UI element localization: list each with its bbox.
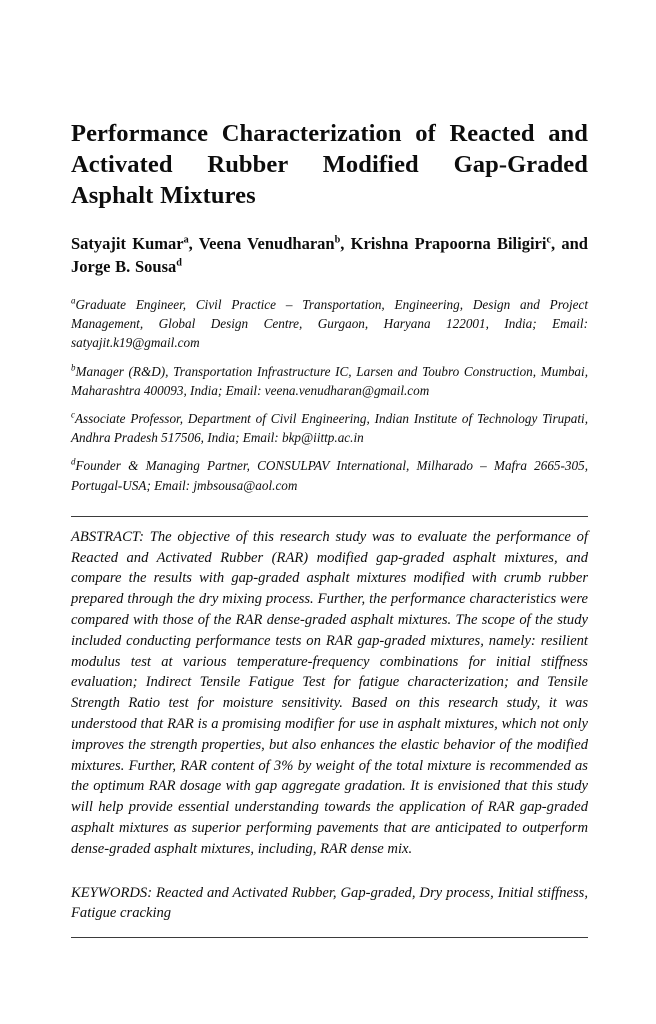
affiliation-item xyxy=(71,409,588,447)
affiliation-text: Graduate Engineer, Civil Practice – Transportation, Engineering, Design and Project Management, Global Design Centre, Gurgaon, Haryana 122001, India; Email: satyajit.k19@gmail.com xyxy=(71,297,588,351)
affiliation-text: Associate Professor, Department of Civil Engineering, Indian Institute of Technology Tirupati, Andhra Pradesh 517506, India; Email: bkp@iittp.ac.in xyxy=(71,411,588,446)
abstract-paragraph xyxy=(71,517,588,860)
author-separator: , xyxy=(188,234,199,253)
author-list xyxy=(71,211,588,278)
author-affiliation-marker: a xyxy=(183,234,189,246)
author-affiliation-marker: c xyxy=(546,234,551,246)
affiliation-marker: d xyxy=(71,457,76,468)
abstract-body: The objective of this research study was to evaluate the performance of Reacted and Activated Rubber (RAR) modified gap-graded asphalt mixtures, and compare the results with gap-graded asphalt mixtures modified with crumb rubber prepared through the dry mixing process. Further, the performance characteristics were compared with those of the RAR dense-graded asphalt mixtures. The scope of the study included conducting performance tests on RAR gap-graded mixtures, namely: resilient modulus test at various temperature-frequency combinations for initial stiffness evaluation; Indirect Tensile Fatigue Test for fatigue characterization; and Tensile Strength Ratio test for moisture sensitivity. Based on this research study, it was understood that RAR is a promising modifier for use in asphalt mixtures, which not only improves the strength properties, but also enhances the elastic behavior of the modified mixtures. Further, RAR content of 3% by weight of the total mixture is recommended as the optimum RAR dosage with gap aggregate gradation. It is envisioned that this study will help provide essential understanding towards the application of RAR gap-graded asphalt mixtures as superior performing pavements that are anticipated to outperform dense-graded asphalt mixtures, including, RAR dense mix. xyxy=(71,528,588,857)
author-affiliation-marker: d xyxy=(176,257,182,268)
keywords-label: KEYWORDS: xyxy=(71,884,153,901)
author-name: Krishna Prapoorna Biligiri xyxy=(350,234,547,253)
author-conjunction: and xyxy=(561,234,588,253)
page-title: Performance Characterization of Reacted and Activated Rubber Modified Gap-Graded Asphalt Mixtures xyxy=(71,120,588,209)
author-name: Satyajit Kumar xyxy=(71,234,184,253)
author-name: Jorge B. Sousa xyxy=(71,256,177,276)
affiliation-marker: a xyxy=(71,295,76,306)
keywords-paragraph xyxy=(71,860,588,925)
keywords-bottom-divider xyxy=(71,937,588,938)
affiliation-item xyxy=(71,456,588,494)
author-name: Veena Venudharan xyxy=(198,234,335,253)
abstract-label: ABSTRACT: xyxy=(71,528,144,545)
affiliation-text: Manager (R&D), Transportation Infrastructure IC, Larsen and Toubro Construction, Mumbai, Maharashtra 400093, India; Email: veena.venudharan@gmail.com xyxy=(71,363,588,398)
keywords-body: Reacted and Activated Rubber, Gap-graded, Dry process, Initial stiffness, Fatigue cracking xyxy=(71,884,588,922)
affiliation-item xyxy=(71,295,588,353)
paper-content-column xyxy=(71,0,588,938)
author-separator: , xyxy=(340,234,351,253)
author-separator: , xyxy=(551,234,562,253)
affiliation-list xyxy=(71,278,588,495)
affiliation-marker: b xyxy=(71,362,76,373)
author-affiliation-marker: b xyxy=(334,234,341,246)
affiliation-text: Founder & Managing Partner, CONSULPAV International, Milharado – Mafra 2665-305, Portugal-USA; Email: jmbsousa@aol.com xyxy=(71,458,588,493)
affiliation-marker: c xyxy=(71,409,75,420)
affiliation-item xyxy=(71,362,588,400)
